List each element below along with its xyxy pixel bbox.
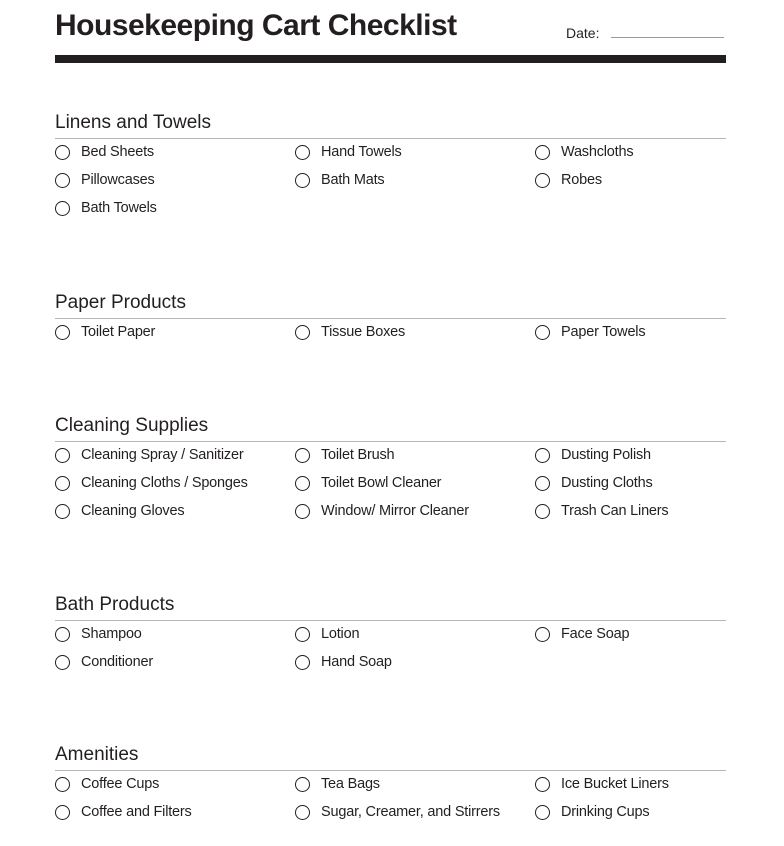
checkbox-circle-icon[interactable] <box>55 627 70 642</box>
checkbox-circle-icon[interactable] <box>535 476 550 491</box>
checklist-item[interactable] <box>535 620 629 648</box>
checkbox-circle-icon[interactable] <box>535 145 550 160</box>
checklist-item[interactable] <box>295 620 392 648</box>
checklist-item-label: Toilet Brush <box>321 447 395 463</box>
checklist-item[interactable] <box>55 770 192 798</box>
checklist-item[interactable] <box>535 138 633 166</box>
checklist-item[interactable] <box>55 497 248 525</box>
checklist-item[interactable] <box>295 469 469 497</box>
checklist-column <box>295 620 392 676</box>
checklist-item[interactable] <box>295 166 402 194</box>
checklist-column <box>55 770 192 826</box>
section-title: Bath Products <box>55 594 175 615</box>
checkbox-circle-icon[interactable] <box>55 655 70 670</box>
checkbox-circle-icon[interactable] <box>55 201 70 216</box>
date-field[interactable] <box>611 37 724 38</box>
checkbox-circle-icon[interactable] <box>535 504 550 519</box>
checklist-item-label: Coffee Cups <box>81 776 160 792</box>
checklist-item[interactable] <box>535 166 633 194</box>
checklist-item-label: Shampoo <box>81 626 142 642</box>
checkbox-circle-icon[interactable] <box>535 777 550 792</box>
checklist-item[interactable] <box>55 194 157 222</box>
checklist-column <box>535 318 645 346</box>
checkbox-circle-icon[interactable] <box>295 145 310 160</box>
checkbox-circle-icon[interactable] <box>295 627 310 642</box>
checklist-column <box>295 318 405 346</box>
page-title: Housekeeping Cart Checklist <box>55 9 457 42</box>
checklist-column <box>295 138 402 194</box>
section-title: Cleaning Supplies <box>55 415 209 436</box>
checkbox-circle-icon[interactable] <box>55 777 70 792</box>
checklist-item[interactable] <box>295 441 469 469</box>
checkbox-circle-icon[interactable] <box>55 325 70 340</box>
checklist-item-label: Toilet Bowl Cleaner <box>321 475 442 491</box>
checklist-item[interactable] <box>55 620 153 648</box>
checklist-item-label: Window/ Mirror Cleaner <box>321 503 469 519</box>
checklist-item-label: Paper Towels <box>561 324 646 340</box>
checkbox-circle-icon[interactable] <box>295 504 310 519</box>
checkbox-circle-icon[interactable] <box>295 655 310 670</box>
checklist-item[interactable] <box>295 798 500 826</box>
checklist-item[interactable] <box>535 318 645 346</box>
section-amenities <box>55 744 726 820</box>
checklist-item[interactable] <box>295 318 405 346</box>
checklist-item-label: Sugar, Creamer, and Stirrers <box>321 804 500 820</box>
checklist-column <box>295 770 500 826</box>
checklist-item[interactable] <box>55 648 153 676</box>
section-paper-products <box>55 292 726 340</box>
checklist-item-label: Cleaning Spray / Sanitizer <box>81 447 244 463</box>
section-cleaning-supplies <box>55 415 726 519</box>
checklist-item[interactable] <box>295 497 469 525</box>
checkbox-circle-icon[interactable] <box>535 448 550 463</box>
checklist-item-label: Bath Mats <box>321 172 385 188</box>
section-linens-and-towels <box>55 112 726 216</box>
checklist-column <box>55 620 153 676</box>
checkbox-circle-icon[interactable] <box>55 173 70 188</box>
checklist-item[interactable] <box>295 770 500 798</box>
checklist-item-label: Pillowcases <box>81 172 155 188</box>
section-title: Paper Products <box>55 292 186 313</box>
checkbox-circle-icon[interactable] <box>535 325 550 340</box>
checklist-column <box>535 620 629 648</box>
checklist-item-label: Bed Sheets <box>81 144 154 160</box>
checkbox-circle-icon[interactable] <box>535 627 550 642</box>
checklist-item[interactable] <box>535 441 668 469</box>
checklist-column <box>535 138 633 194</box>
checklist-column <box>55 318 155 346</box>
checkbox-circle-icon[interactable] <box>295 777 310 792</box>
checklist-item-label: Toilet Paper <box>81 324 156 340</box>
checkbox-circle-icon[interactable] <box>295 448 310 463</box>
checklist-item[interactable] <box>535 770 669 798</box>
checklist-column <box>535 770 669 826</box>
checklist-item-label: Dusting Polish <box>561 447 651 463</box>
checklist-item-label: Lotion <box>321 626 360 642</box>
checkbox-circle-icon[interactable] <box>55 145 70 160</box>
checklist-column <box>55 441 248 525</box>
checklist-item[interactable] <box>55 441 248 469</box>
checklist-item-label: Robes <box>561 172 602 188</box>
checklist-item-label: Conditioner <box>81 654 153 670</box>
checklist-item-label: Washcloths <box>561 144 634 160</box>
checklist-item[interactable] <box>55 166 157 194</box>
section-title: Amenities <box>55 744 139 765</box>
section-bath-products <box>55 594 726 670</box>
checklist-item[interactable] <box>55 798 192 826</box>
date-label: Date: <box>566 25 600 41</box>
checklist-column <box>535 441 668 525</box>
checkbox-circle-icon[interactable] <box>55 805 70 820</box>
checkbox-circle-icon[interactable] <box>535 805 550 820</box>
checklist-item[interactable] <box>55 318 155 346</box>
checklist-item[interactable] <box>535 798 669 826</box>
checklist-item-label: Face Soap <box>561 626 630 642</box>
checklist-item[interactable] <box>55 469 248 497</box>
checkbox-circle-icon[interactable] <box>55 476 70 491</box>
checklist-item-label: Tea Bags <box>321 776 380 792</box>
checklist-item[interactable] <box>55 138 157 166</box>
checkbox-circle-icon[interactable] <box>295 325 310 340</box>
header-divider <box>55 55 726 63</box>
checklist-item-label: Cleaning Cloths / Sponges <box>81 475 248 491</box>
checklist-item-label: Tissue Boxes <box>321 324 406 340</box>
checklist-column <box>295 441 469 525</box>
checklist-column <box>55 138 157 222</box>
checkbox-circle-icon[interactable] <box>55 448 70 463</box>
checklist-item-label: Drinking Cups <box>561 804 650 820</box>
checklist-item-label: Cleaning Gloves <box>81 503 185 519</box>
checkbox-circle-icon[interactable] <box>295 173 310 188</box>
checklist-item-label: Trash Can Liners <box>561 503 669 519</box>
checklist-item[interactable] <box>535 469 668 497</box>
checklist-item-label: Ice Bucket Liners <box>561 776 669 792</box>
checklist-item[interactable] <box>295 648 392 676</box>
checkbox-circle-icon[interactable] <box>535 173 550 188</box>
checklist-item-label: Bath Towels <box>81 200 157 216</box>
checklist-item-label: Hand Soap <box>321 654 392 670</box>
checklist-item-label: Coffee and Filters <box>81 804 192 820</box>
checklist-item[interactable] <box>535 497 668 525</box>
checklist-item-label: Dusting Cloths <box>561 475 653 491</box>
section-title: Linens and Towels <box>55 112 211 133</box>
checkbox-circle-icon[interactable] <box>295 476 310 491</box>
checklist-item-label: Hand Towels <box>321 144 402 160</box>
checklist-item[interactable] <box>295 138 402 166</box>
checkbox-circle-icon[interactable] <box>55 504 70 519</box>
checkbox-circle-icon[interactable] <box>295 805 310 820</box>
